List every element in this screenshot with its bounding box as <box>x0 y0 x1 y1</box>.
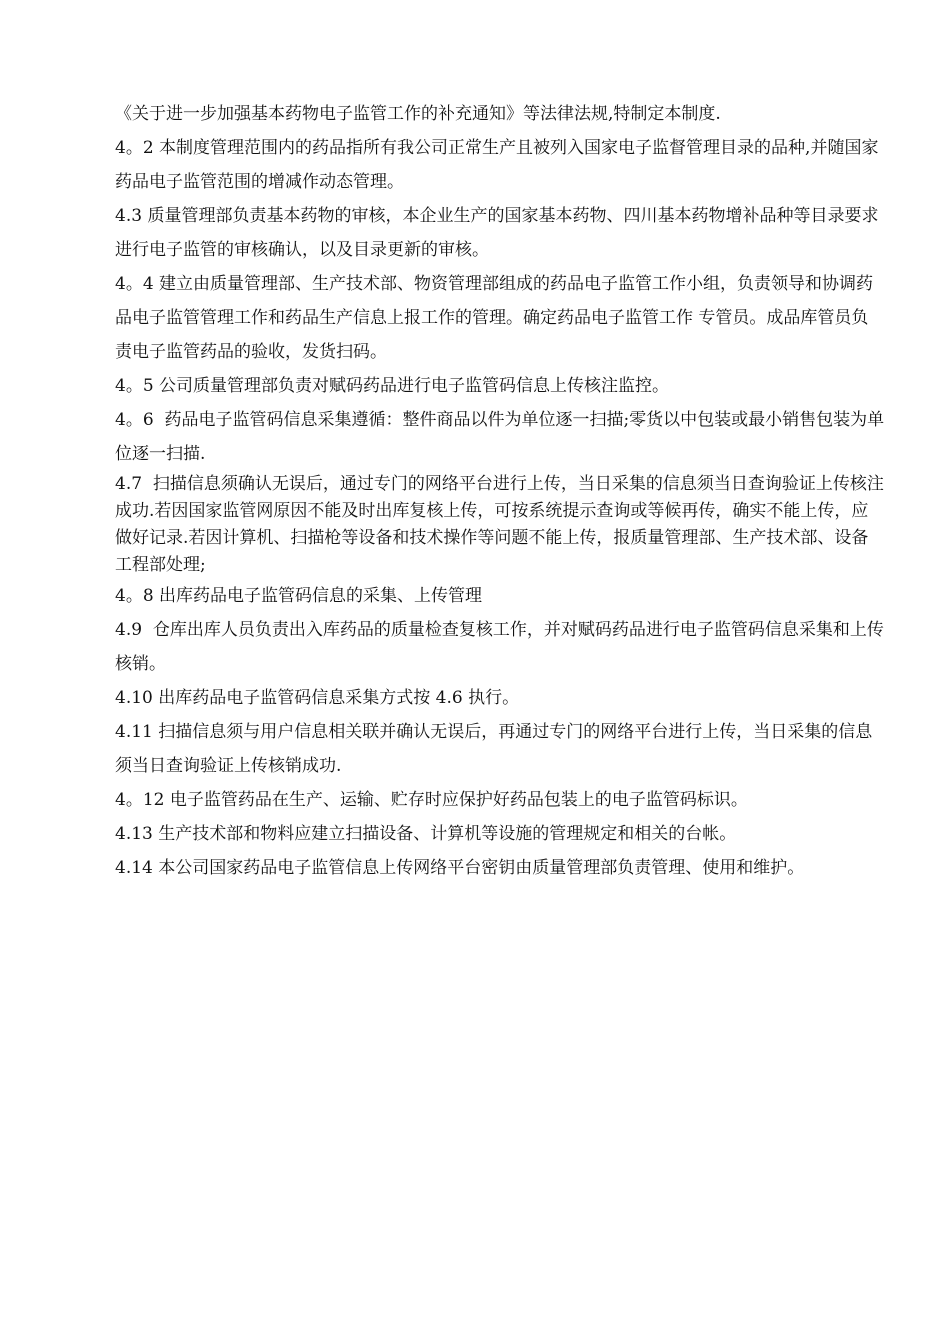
paragraph-4-3: 4.3 质量管理部负责基本药物的审核，本企业生产的国家基本药物、四川基本药物增补品种等目录要求进行电子监管的审核确认，以及目录更新的审核。 <box>115 206 879 260</box>
paragraph-4-14: 4.14 本公司国家药品电子监管信息上传网络平台密钥由质量管理部负责管理、使用和维护。 <box>115 858 805 878</box>
paragraph-4-12: 4。12 电子监管药品在生产、运输、贮存时应保护好药品包装上的电子监管码标识。 <box>115 790 748 810</box>
paragraph-4-5: 4。5 公司质量管理部负责对赋码药品进行电子监管码信息上传核注监控。 <box>115 376 670 396</box>
paragraph-4-11: 4.11 扫描信息须与用户信息相关联并确认无误后，再通过专门的网络平台进行上传，当日采集的信息须当日查询验证上传核销成功. <box>115 722 873 776</box>
paragraph-4-8: 4。8 出库药品电子监管码信息的采集、上传管理 <box>115 586 483 606</box>
paragraph-4-10: 4.10 出库药品电子监管码信息采集方式按 4.6 执行。 <box>115 688 520 708</box>
paragraph-4-9: 4.9 仓库出库人员负责出入库药品的质量检查复核工作，并对赋码药品进行电子监管码信息采集和上传核销。 <box>115 620 884 674</box>
paragraph-intro: 《关于进一步加强基本药物电子监管工作的补充通知》等法律法规,特制定本制度. <box>115 104 721 124</box>
paragraph-4-7: 4.7 扫描信息须确认无误后，通过专门的网络平台进行上传，当日采集的信息须当日查询验证上传核注成功.若因国家监管网原因不能及时出库复核上传，可按系统提示查询或等候再传，确实不能上传，应做好记录.若因计算机、扫描枪等设备和技术操作等问题不能上传，报质量管理部、生产技术部、设备工程部处理; <box>115 474 884 575</box>
paragraph-4-6: 4。6 药品电子监管码信息采集遵循：整件商品以件为单位逐一扫描;零货以中包装或最小销售包装为单位逐一扫描. <box>115 410 885 464</box>
paragraph-4-4: 4。4 建立由质量管理部、生产技术部、物资管理部组成的药品电子监管工作小组，负责领导和协调药品电子监管管理工作和药品生产信息上报工作的管理。确定药品电子监管工作 专管员。成品库管员负责电子监管药品的验收，发货扫码。 <box>115 274 874 362</box>
paragraph-4-2: 4。2 本制度管理范围内的药品指所有我公司正常生产且被列入国家电子监督管理目录的品种,并随国家药品电子监管范围的增减作动态管理。 <box>115 138 879 192</box>
document-body <box>115 97 885 885</box>
paragraph-4-13: 4.13 生产技术部和物料应建立扫描设备、计算机等设施的管理规定和相关的台帐。 <box>115 824 737 844</box>
